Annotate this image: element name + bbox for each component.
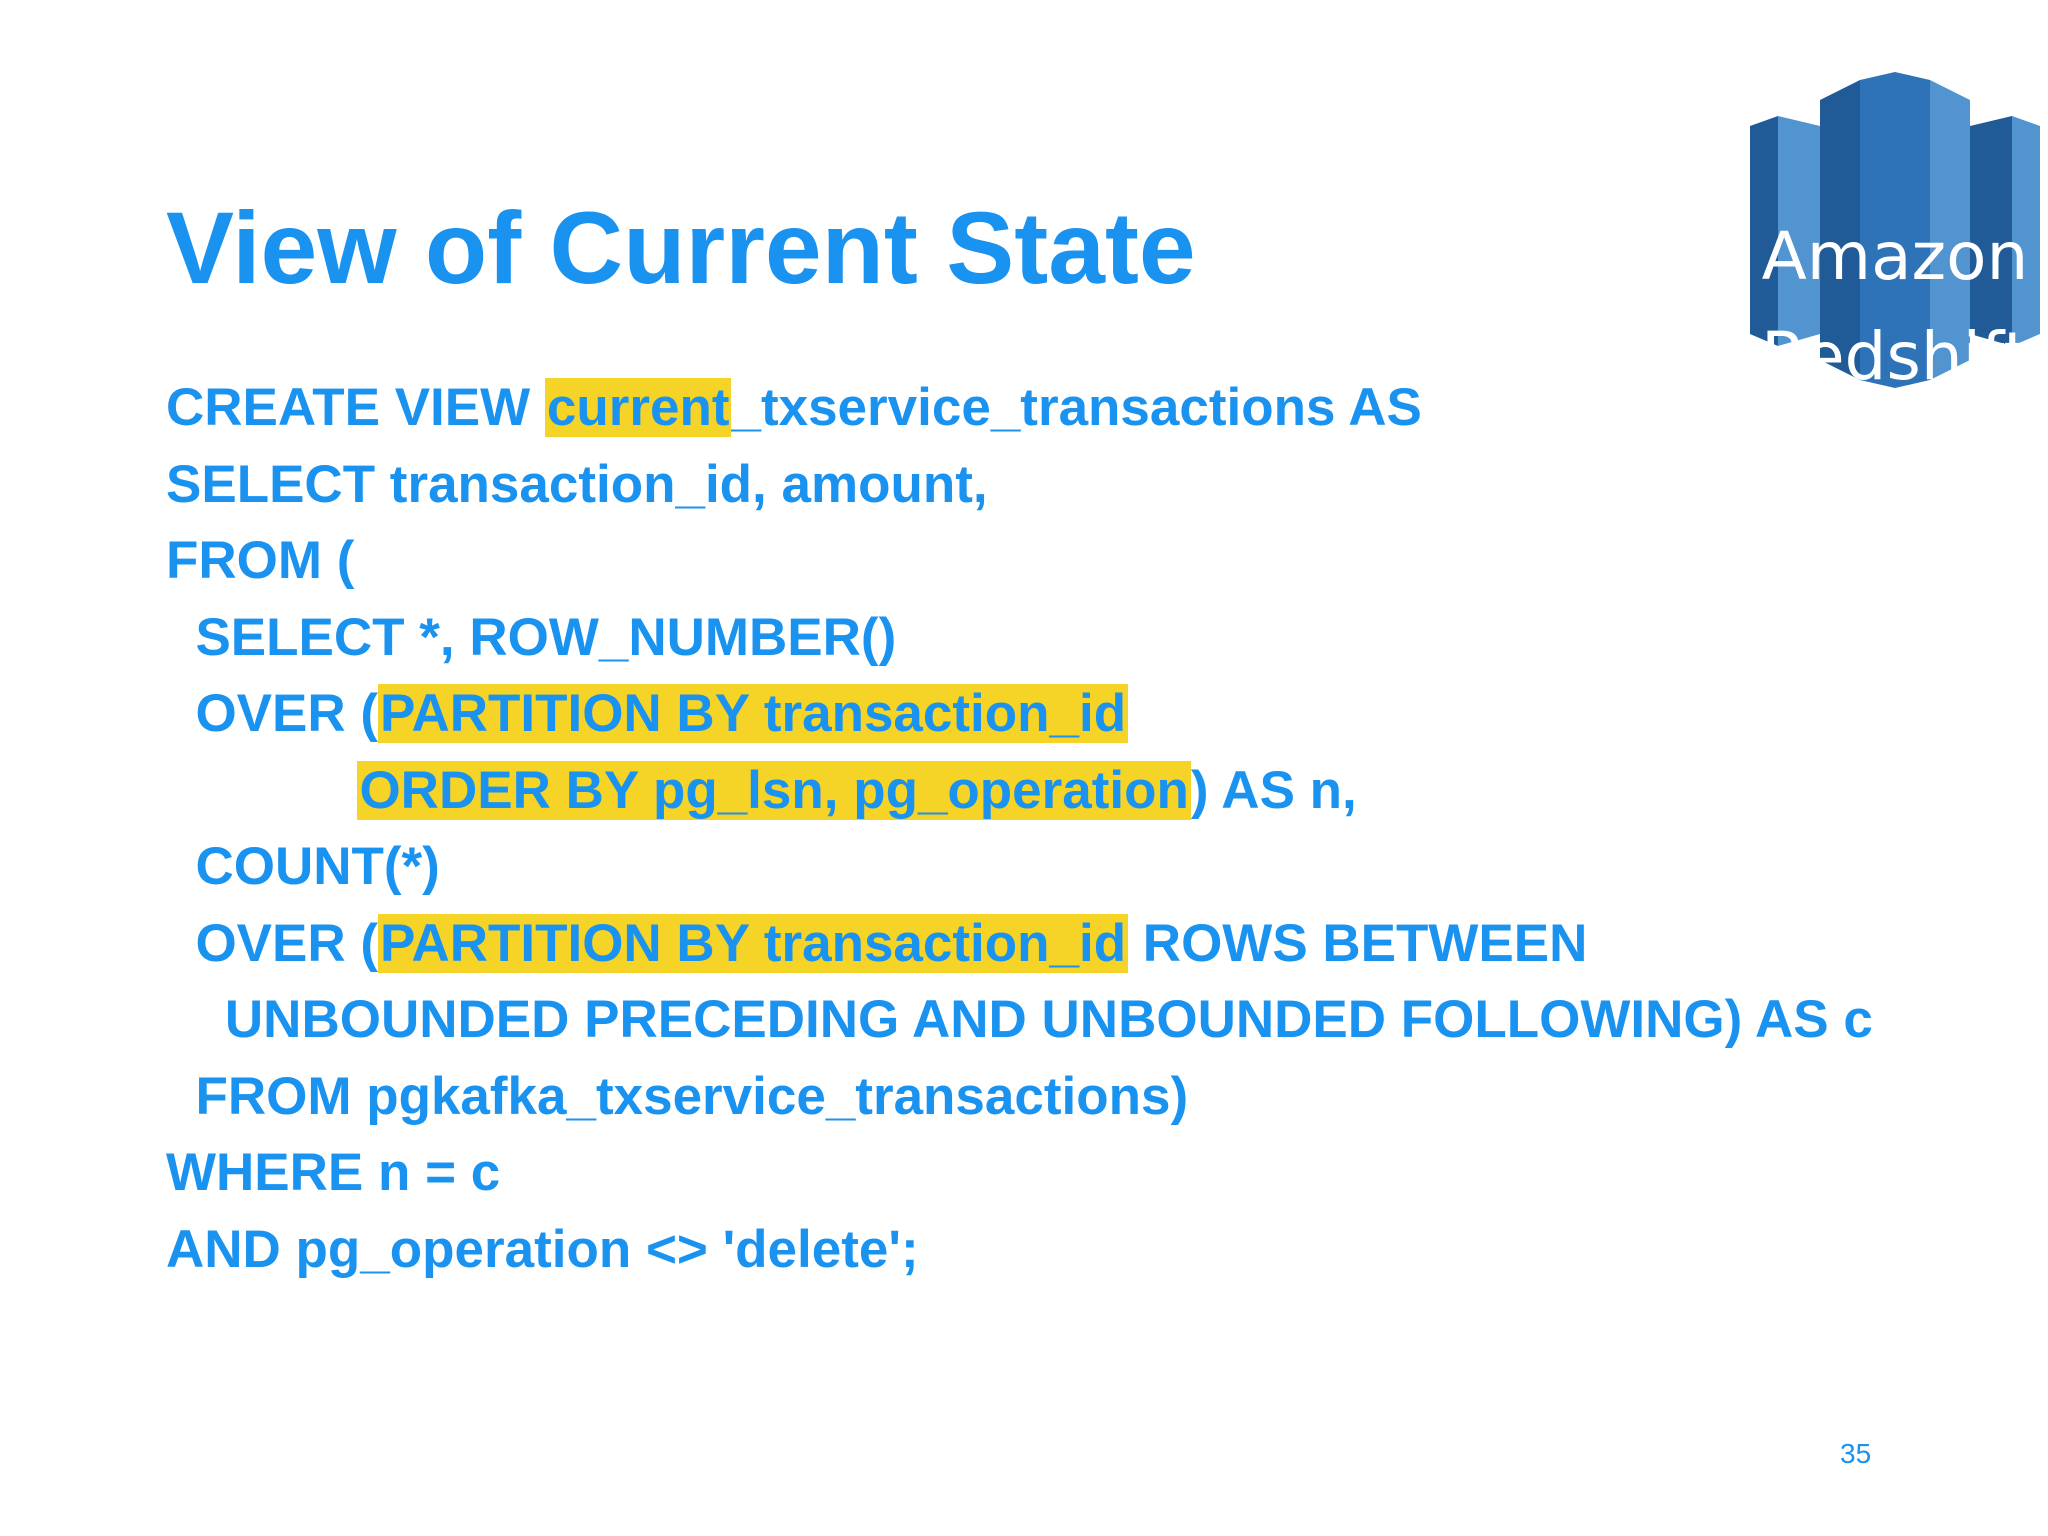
code-line: SELECT *, ROW_NUMBER() — [166, 607, 897, 667]
code-text: ) AS n, — [1190, 760, 1357, 820]
logo-text-amazon: Amazon — [1761, 218, 2029, 295]
amazon-redshift-logo — [1750, 72, 2040, 395]
sql-code-block — [166, 370, 1873, 1288]
highlighted-code: PARTITION BY transaction_id — [380, 913, 1127, 973]
code-text — [166, 761, 357, 820]
code-line — [166, 753, 1873, 830]
code-line: FROM pgkafka_txservice_transactions) — [166, 1066, 1189, 1126]
code-text: OVER ( — [166, 913, 379, 973]
code-line — [166, 676, 1873, 753]
highlighted-code: ORDER BY pg_lsn, pg_operation — [359, 760, 1189, 820]
highlighted-code: current — [546, 378, 730, 437]
slide-title: View of Current State — [166, 191, 1196, 305]
code-text: OVER ( — [166, 684, 379, 743]
code-line: WHERE n = c — [166, 1143, 501, 1202]
highlighted-code: PARTITION BY transaction_id — [380, 684, 1127, 743]
logo-text-redshift: Redshift — [1761, 318, 2029, 395]
code-line: AND pg_operation <> 'delete'; — [166, 1219, 919, 1279]
code-line: SELECT transaction_id, amount, — [166, 454, 988, 514]
code-text: _txservice_transactions AS — [731, 378, 1422, 437]
code-line — [166, 906, 1873, 983]
code-line: UNBOUNDED PRECEDING AND UNBOUNDED FOLLOWING) AS c — [166, 990, 1873, 1049]
code-line: FROM ( — [166, 531, 355, 590]
page-number: 35 — [1840, 1438, 1872, 1469]
code-text: CREATE VIEW — [166, 378, 545, 437]
code-text: ROWS BETWEEN — [1128, 913, 1588, 973]
code-line: COUNT(*) — [166, 837, 440, 896]
code-line — [166, 370, 1873, 447]
